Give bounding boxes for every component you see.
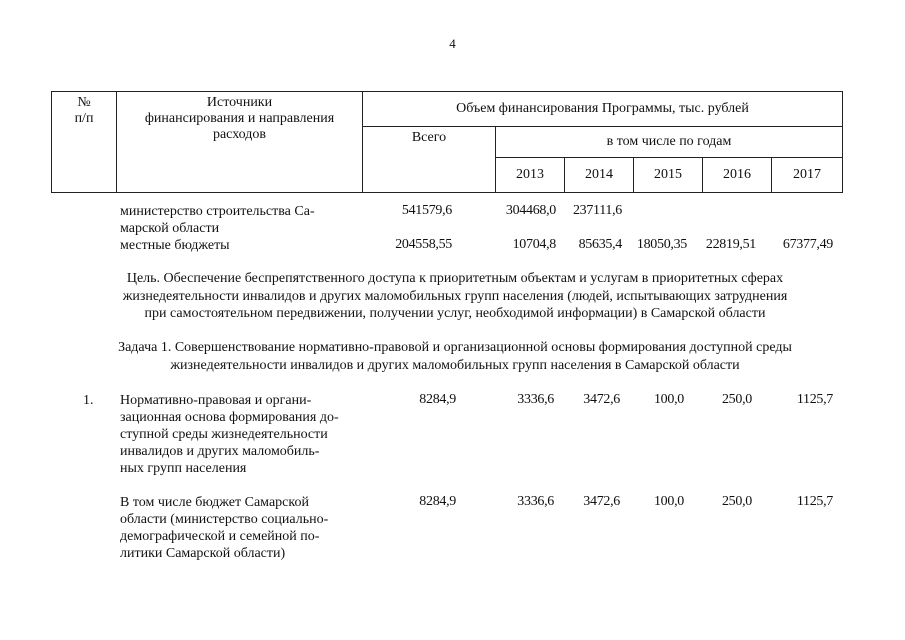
item-2017: 1125,7	[796, 494, 833, 509]
source-row-label-line: марской области	[120, 221, 220, 236]
goal-paragraph	[40, 270, 870, 323]
source-row-total: 204558,55	[395, 237, 452, 252]
header-year-2015	[634, 158, 703, 193]
source-row-label	[120, 237, 350, 254]
item-label-line: В том числе бюджет Самарской	[120, 495, 309, 510]
source-row-2014: 237111,6	[572, 203, 622, 218]
item-label-line: ступной среды жизнедеятельности	[120, 427, 328, 442]
year-label-2017: 2017	[793, 167, 821, 182]
year-label-2013: 2013	[516, 167, 544, 182]
item-2014: 3472,6	[583, 392, 620, 407]
source-row-total: 541579,6	[401, 203, 452, 218]
header-sources-line1: Источники	[206, 95, 273, 110]
task-line: жизнедеятельности инвалидов и других маломобильных групп населения в Самарской области	[170, 357, 740, 373]
item-total: 8284,9	[419, 494, 456, 509]
header-by-years-cell	[496, 127, 843, 158]
goal-line: при самостоятельном передвижении, получении услуг, необходимой информации) в Самарской области	[144, 306, 766, 321]
item-label-line: инвалидов и других маломобиль-	[120, 444, 320, 459]
header-sources-cell	[117, 92, 363, 193]
source-row-2013: 10704,8	[512, 237, 556, 252]
year-label-2016: 2016	[723, 167, 751, 182]
source-row-label-line: местные бюджеты	[120, 238, 230, 253]
goal-line: жизнедеятельности инвалидов и других маломобильных групп населения (людей, испытывающих затруднения	[122, 288, 788, 304]
header-by-years-label: в том числе по годам	[606, 134, 732, 149]
header-year-2017	[772, 158, 843, 193]
source-row-2016: 22819,51	[705, 237, 756, 252]
item-2013: 3336,6	[517, 494, 554, 509]
item-total: 8284,9	[419, 392, 456, 407]
source-row-label-line: министерство строительства Са-	[120, 204, 315, 219]
item-2017: 1125,7	[796, 392, 833, 407]
item-label-line: демографической и семейной по-	[120, 529, 320, 544]
header-num-cell	[52, 92, 117, 193]
year-label-2014: 2014	[585, 167, 613, 182]
header-num-line2: п/п	[74, 111, 94, 126]
item-2013: 3336,6	[517, 392, 554, 407]
financing-table-header	[51, 91, 843, 193]
header-volume-cell	[363, 92, 843, 127]
item-label-line: литики Самарской области)	[120, 546, 286, 561]
page-number: 4	[449, 36, 456, 51]
item-2015: 100,0	[653, 392, 684, 407]
item-2015: 100,0	[653, 494, 684, 509]
item-2014: 3472,6	[583, 494, 620, 509]
header-num-line1: №	[77, 95, 91, 110]
source-row-2014: 85635,4	[578, 237, 622, 252]
item-sub-label	[120, 494, 360, 562]
source-row-2015: 18050,35	[636, 237, 687, 252]
source-row-2017: 67377,49	[782, 237, 833, 252]
header-year-2014	[565, 158, 634, 193]
item-2016: 250,0	[721, 392, 752, 407]
header-year-2013	[496, 158, 565, 193]
header-sources-line3: расходов	[212, 127, 267, 142]
source-row-2013: 304468,0	[505, 203, 556, 218]
goal-line: Цель. Обеспечение беспрепятственного доступа к приоритетным объектам и услугам в приоритетных сферах	[126, 271, 784, 286]
header-volume-label: Объем финансирования Программы, тыс. рублей	[456, 101, 749, 116]
header-sources-line2: финансирования и направления	[144, 111, 335, 126]
header-total-cell	[363, 127, 496, 193]
item-label-line: Нормативно-правовая и органи-	[120, 393, 312, 408]
item-number: 1.	[83, 393, 94, 408]
item-label-line: ных групп населения	[120, 461, 247, 476]
source-row-label	[120, 203, 350, 237]
year-label-2015: 2015	[654, 167, 682, 182]
item-label-line: области (министерство социально-	[120, 512, 329, 527]
task-paragraph	[40, 339, 870, 374]
item-label	[120, 392, 360, 477]
header-year-2016	[703, 158, 772, 193]
task-line: Задача 1. Совершенствование нормативно-правовой и организационной основы формирования доступной среды	[118, 340, 792, 355]
item-2016: 250,0	[721, 494, 752, 509]
header-total-label: Всего	[411, 130, 447, 145]
item-label-line: зационная основа формирования до-	[120, 410, 339, 425]
